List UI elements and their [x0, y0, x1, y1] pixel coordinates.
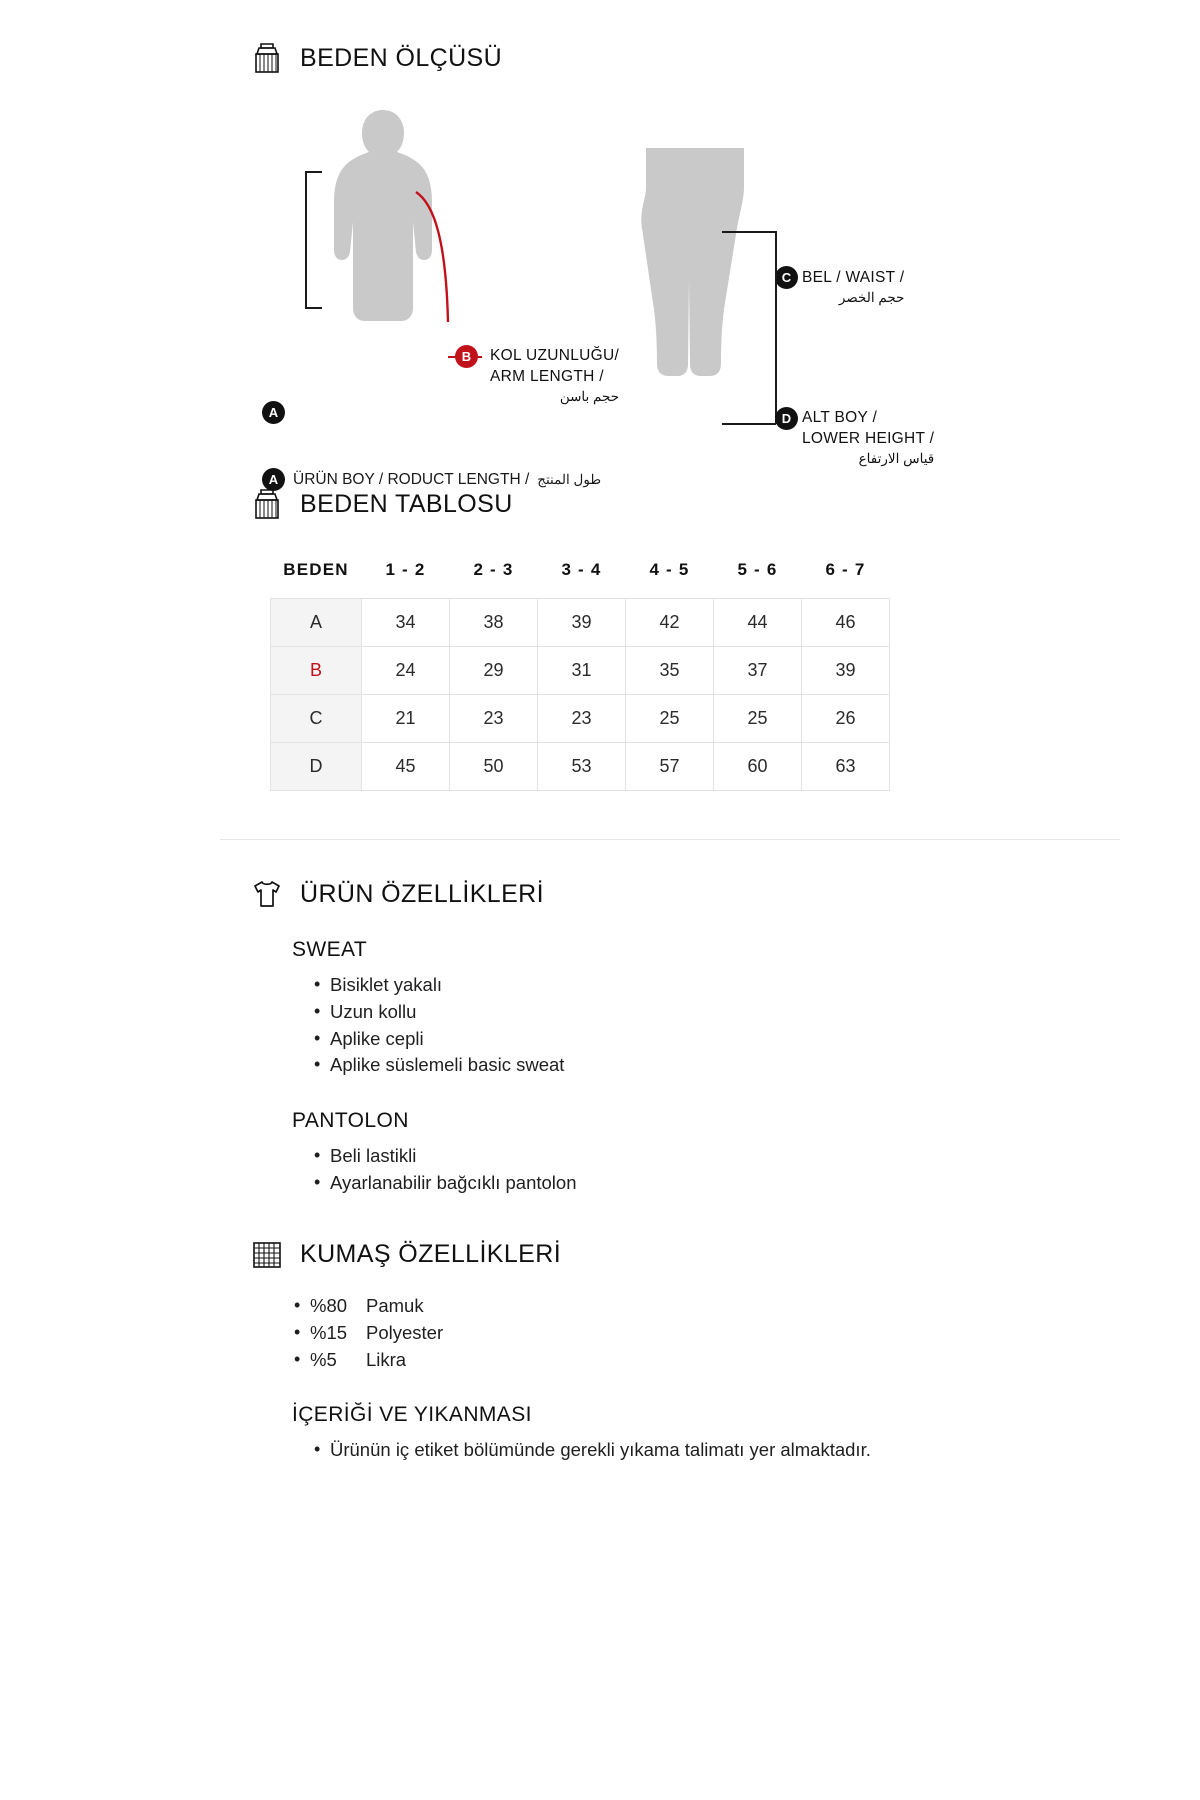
row-label: A — [271, 599, 362, 647]
table-row — [271, 743, 890, 791]
table-header-row — [271, 548, 890, 599]
list-item: • Aplike süslemeli basic sweat — [314, 1052, 1130, 1079]
table-cell: 53 — [538, 743, 626, 791]
label-product-length-arabic: طول المنتج — [537, 471, 602, 487]
label-lower-height-line2: LOWER HEIGHT / — [802, 429, 935, 447]
bracket-b — [412, 190, 456, 330]
fabric-name: Likra — [366, 1348, 407, 1370]
table-cell: 39 — [538, 599, 626, 647]
table-cell: 60 — [714, 743, 802, 791]
row-label: D — [271, 743, 362, 791]
fabric-percent: %80 — [310, 1294, 348, 1316]
table-cell: 26 — [802, 695, 890, 743]
label-waist-line1: BEL / WAIST / — [802, 269, 905, 286]
garment-measure-icon — [250, 40, 284, 76]
list-item — [294, 1320, 1130, 1347]
label-arm-length-line2: ARM LENGTH / — [490, 367, 604, 385]
table-cell: 45 — [362, 743, 450, 791]
bracket-a — [302, 170, 328, 310]
tshirt-icon — [250, 876, 284, 912]
table-cell: 25 — [626, 695, 714, 743]
column-header: BEDEN — [283, 560, 349, 579]
row-label: B — [271, 647, 362, 695]
size-table-wrapper — [70, 548, 1130, 791]
section-title: BEDEN ÖLÇÜSÜ — [300, 43, 503, 72]
garment-measure-icon — [250, 486, 284, 522]
column-header: 1 - 2 — [385, 560, 426, 579]
subsection-title-sweat: SWEAT — [292, 938, 368, 961]
table-cell: 50 — [450, 743, 538, 791]
section-header-size-measure — [70, 40, 1130, 76]
marker-a-caption: A — [262, 468, 285, 491]
section-header-size-table — [70, 486, 1130, 522]
section-divider — [220, 839, 1120, 840]
marker-b-figure: B — [455, 345, 478, 368]
table-cell: 57 — [626, 743, 714, 791]
label-lower-height-arabic: قياس الارتفاع — [858, 450, 935, 466]
label-waist-arabic: حجم الخصر — [838, 289, 905, 305]
column-header: 6 - 7 — [825, 560, 866, 579]
fabric-name: Pamuk — [366, 1294, 424, 1316]
table-cell: 34 — [362, 599, 450, 647]
table-cell: 23 — [450, 695, 538, 743]
list-item — [294, 1347, 1130, 1374]
list-item: • Uzun kollu — [314, 999, 1130, 1026]
column-header: 3 - 4 — [561, 560, 602, 579]
fabric-icon — [250, 1237, 284, 1273]
section-header-fabric-features — [70, 1237, 1130, 1273]
label-arm-length-arabic: حجم باسن — [559, 388, 620, 404]
list-item: • Bisiklet yakalı — [314, 972, 1130, 999]
label-lower-height-line1: ALT BOY / — [802, 409, 878, 426]
label-product-length — [262, 468, 601, 491]
label-arm-length — [490, 346, 619, 406]
table-cell: 21 — [362, 695, 450, 743]
column-header: 2 - 3 — [473, 560, 514, 579]
table-cell: 63 — [802, 743, 890, 791]
table-cell: 35 — [626, 647, 714, 695]
marker-c-figure: C — [775, 266, 798, 289]
table-cell: 38 — [450, 599, 538, 647]
table-cell: 24 — [362, 647, 450, 695]
label-waist — [802, 268, 904, 307]
marker-d-figure: D — [775, 407, 798, 430]
bracket-d — [720, 238, 780, 428]
section-header-product-features — [70, 876, 1130, 912]
fabric-list — [272, 1293, 1130, 1373]
table-row — [271, 599, 890, 647]
table-cell: 44 — [714, 599, 802, 647]
fabric-name: Polyester — [366, 1321, 444, 1343]
fabric-features-block — [70, 1293, 1130, 1464]
table-cell: 39 — [802, 647, 890, 695]
label-product-length-text: ÜRÜN BOY / RODUCT LENGTH / — [293, 470, 530, 488]
size-guide-page — [70, 0, 1130, 1464]
list-item: • Aplike cepli — [314, 1026, 1130, 1053]
list-item — [294, 1293, 1130, 1320]
product-features-block — [70, 938, 1130, 1197]
list-item: • Beli lastikli — [314, 1143, 1130, 1170]
table-row — [271, 647, 890, 695]
fabric-percent: %15 — [310, 1321, 348, 1343]
marker-a-figure: A — [262, 401, 285, 424]
subsection-title-care: İÇERİĞİ VE YIKANMASI — [292, 1403, 532, 1427]
column-header: 5 - 6 — [737, 560, 778, 579]
size-table — [270, 548, 890, 791]
list-item: • Ayarlanabilir bağcıklı pantolon — [314, 1170, 1130, 1197]
label-arm-length-line1: KOL UZUNLUĞU/ — [490, 347, 620, 364]
pants-feature-list — [292, 1143, 1130, 1197]
table-cell: 23 — [538, 695, 626, 743]
sweat-feature-list — [292, 972, 1130, 1079]
column-header: 4 - 5 — [649, 560, 690, 579]
table-cell: 37 — [714, 647, 802, 695]
table-cell: 29 — [450, 647, 538, 695]
label-lower-height — [802, 408, 934, 468]
row-label: C — [271, 695, 362, 743]
section-title: ÜRÜN ÖZELLİKLERİ — [300, 879, 544, 908]
section-title: KUMAŞ ÖZELLİKLERİ — [300, 1240, 562, 1269]
care-list — [292, 1437, 1130, 1464]
table-cell: 25 — [714, 695, 802, 743]
table-cell: 42 — [626, 599, 714, 647]
table-cell: 31 — [538, 647, 626, 695]
table-row — [271, 695, 890, 743]
measure-figure — [70, 98, 1130, 488]
fabric-percent: %5 — [310, 1348, 337, 1370]
list-item: • Ürünün iç etiket bölümünde gerekli yıkama talimatı yer almaktadır. — [314, 1437, 970, 1464]
subsection-title-pants: PANTOLON — [292, 1109, 409, 1133]
section-title: BEDEN TABLOSU — [300, 489, 513, 518]
table-cell: 46 — [802, 599, 890, 647]
